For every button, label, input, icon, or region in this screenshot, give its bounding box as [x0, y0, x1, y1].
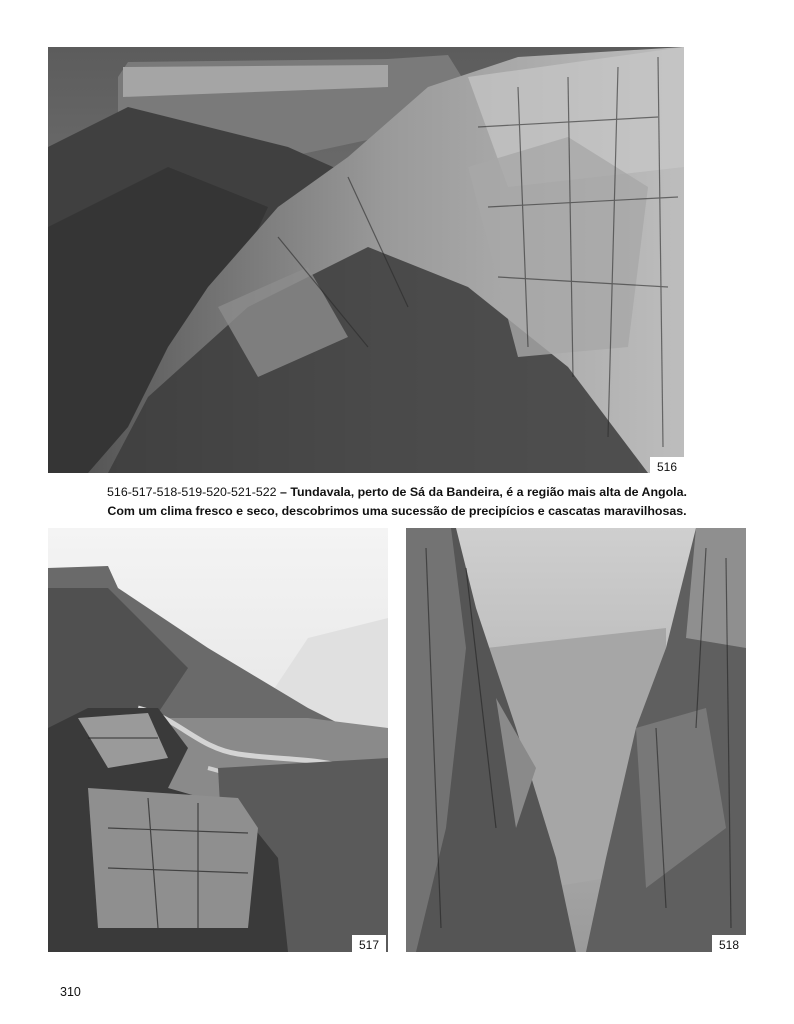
plate-number-517: 517	[352, 935, 386, 955]
figure-caption	[60, 483, 734, 521]
photo-518	[406, 528, 746, 952]
caption-numbers: 516-517-518-519-520-521-522	[107, 485, 277, 499]
caption-line-2	[60, 502, 734, 521]
photo-517	[48, 528, 388, 952]
caption-line-1	[60, 483, 734, 502]
photo-516	[48, 47, 684, 473]
caption-line-1-text: Tundavala, perto de Sá da Bandeira, é a região mais alta de Angola.	[290, 485, 687, 499]
plate-number-516: 516	[650, 457, 684, 477]
caption-line-2-text: Com um clima fresco e seco, descobrimos uma sucessão de precipícios e cascatas maravilhosas.	[107, 504, 687, 518]
photo-518-image	[406, 528, 746, 952]
page-number: 310	[60, 985, 81, 999]
plate-number-518: 518	[712, 935, 746, 955]
caption-dash: –	[279, 485, 287, 499]
photo-517-image	[48, 528, 388, 952]
photo-516-image	[48, 47, 684, 473]
